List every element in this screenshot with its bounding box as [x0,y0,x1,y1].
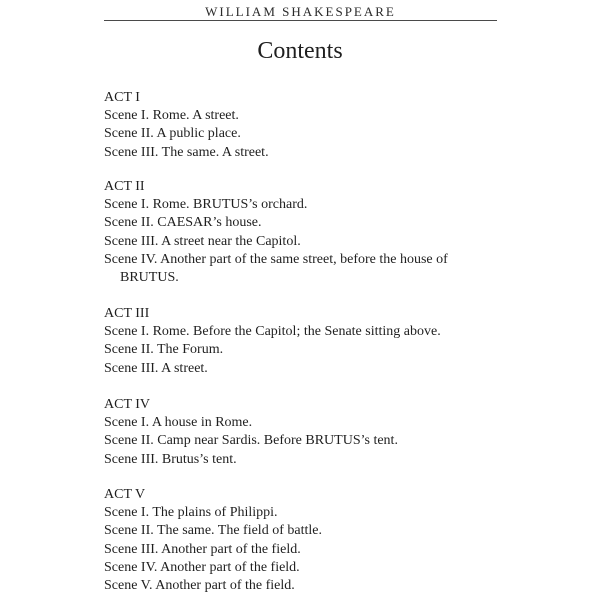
scene-entry: Scene II. CAESAR’s house. [104,215,262,231]
scene-entry: Scene III. The same. A street. [104,144,269,160]
act-heading: ACT V [104,487,146,502]
act-3-section [104,305,504,378]
scene-entry: Scene II. Camp near Sardis. Before BRUTUS’s tent. [104,433,398,449]
act-heading: ACT II [104,179,145,194]
act-heading: ACT III [104,306,150,321]
scene-entry: Scene V. Another part of the field. [104,577,295,593]
act-5-section [104,486,504,595]
scene-entry-continuation: BRUTUS. [120,269,179,285]
running-head: WILLIAM SHAKESPEARE [205,4,396,19]
scene-entry: Scene II. The same. The field of battle. [104,523,322,539]
scene-entry: Scene I. Rome. BRUTUS’s orchard. [104,197,308,213]
page-title: Contents [257,38,343,64]
scene-entry: Scene I. A house in Rome. [104,415,253,431]
scene-entry: Scene III. Brutus’s tent. [104,451,237,467]
act-4-section [104,396,504,469]
scene-entry: Scene III. A street near the Capitol. [104,233,301,249]
act-1-section [104,89,504,162]
scene-entry: Scene III. A street. [104,360,208,376]
scene-entry: Scene IV. Another part of the same street, before the house of [104,251,448,267]
scene-entry: Scene I. Rome. A street. [104,108,239,124]
scene-entry: Scene IV. Another part of the field. [104,559,300,575]
act-heading: ACT IV [104,397,151,412]
header-rule [104,20,497,21]
act-heading: ACT I [104,90,140,105]
scene-entry: Scene I. The plains of Philippi. [104,505,278,521]
scene-entry: Scene II. A public place. [104,126,241,142]
scene-entry: Scene I. Rome. Before the Capitol; the Senate sitting above. [104,324,441,340]
scene-entry: Scene III. Another part of the field. [104,541,301,557]
scene-entry: Scene II. The Forum. [104,342,224,358]
act-2-section [104,178,504,287]
